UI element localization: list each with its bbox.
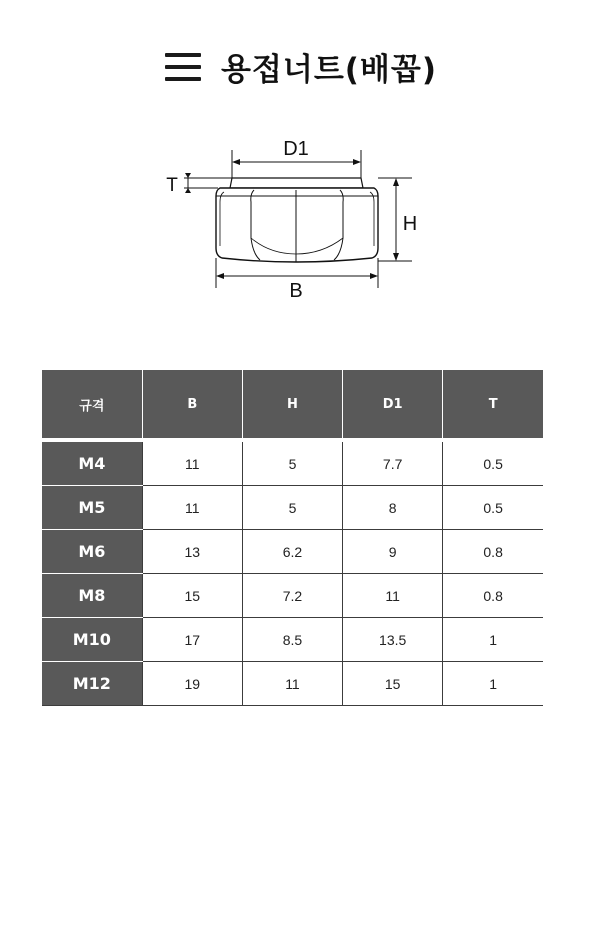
cell-d1: 11	[343, 574, 443, 618]
t-arrow-bottom	[185, 188, 191, 193]
header-size: 규격	[42, 370, 142, 440]
table-row	[42, 486, 543, 530]
b-arrow-left	[216, 273, 224, 279]
title-row	[0, 44, 602, 89]
cell-d1: 7.7	[343, 440, 443, 486]
page-title: 용접너트(배꼽)	[220, 52, 437, 88]
table-row	[42, 662, 543, 706]
menu-icon	[165, 53, 201, 81]
cell-d1: 13.5	[343, 618, 443, 662]
header-h: H	[242, 370, 342, 440]
cell-b: 13	[142, 530, 242, 574]
cell-h: 5	[242, 486, 342, 530]
label-h: H	[402, 213, 418, 235]
header-b: B	[142, 370, 242, 440]
cell-b: 17	[142, 618, 242, 662]
label-b: B	[289, 280, 303, 302]
cell-t: 0.8	[443, 530, 543, 574]
table-row	[42, 618, 543, 662]
cell-b: 19	[142, 662, 242, 706]
nut-body	[216, 188, 378, 262]
label-d1: D1	[283, 138, 309, 160]
size-cell: M8	[42, 574, 142, 618]
cell-t: 0.8	[443, 574, 543, 618]
t-arrow-top	[185, 173, 191, 178]
cell-h: 7.2	[242, 574, 342, 618]
cell-d1: 9	[343, 530, 443, 574]
label-t: T	[166, 175, 178, 196]
weld-nut-diagram	[150, 130, 450, 310]
cell-t: 0.5	[443, 440, 543, 486]
cell-d1: 8	[343, 486, 443, 530]
header-t: T	[443, 370, 543, 440]
nut-collar	[230, 178, 363, 188]
table-row	[42, 574, 543, 618]
cell-h: 5	[242, 440, 342, 486]
table-row	[42, 530, 543, 574]
header-d1: D1	[343, 370, 443, 440]
b-arrow-right	[370, 273, 378, 279]
cell-h: 6.2	[242, 530, 342, 574]
table-row	[42, 440, 543, 486]
cell-h: 11	[242, 662, 342, 706]
cell-b: 11	[142, 440, 242, 486]
size-cell: M5	[42, 486, 142, 530]
d1-arrow-right	[353, 159, 361, 165]
cell-b: 15	[142, 574, 242, 618]
d1-arrow-left	[232, 159, 240, 165]
cell-b: 11	[142, 486, 242, 530]
cell-t: 1	[443, 662, 543, 706]
size-cell: M10	[42, 618, 142, 662]
cell-t: 0.5	[443, 486, 543, 530]
h-arrow-top	[393, 178, 399, 186]
size-cell: M4	[42, 440, 142, 486]
cell-d1: 15	[343, 662, 443, 706]
h-arrow-bottom	[393, 253, 399, 261]
size-cell: M6	[42, 530, 142, 574]
cell-t: 1	[443, 618, 543, 662]
size-cell: M12	[42, 662, 142, 706]
cell-h: 8.5	[242, 618, 342, 662]
spec-table	[42, 370, 543, 706]
table-header-row	[42, 370, 543, 440]
